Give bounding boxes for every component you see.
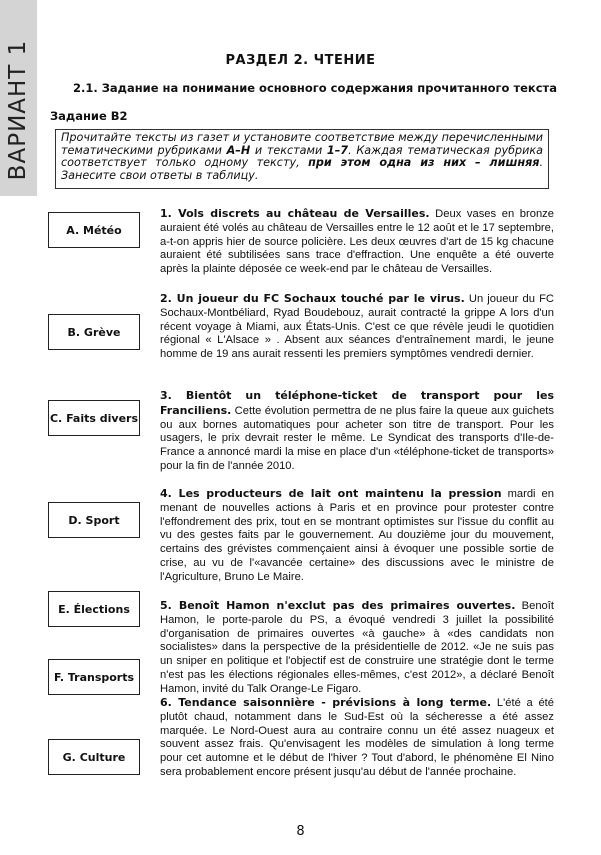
text-title: 1. Vols discrets au château de Versailles. bbox=[160, 207, 430, 220]
text-3 bbox=[160, 389, 554, 474]
task-label: Задание B2 bbox=[50, 109, 128, 123]
rubric-c: C. Faits divers bbox=[48, 400, 140, 436]
rubric-a: A. Météo bbox=[48, 212, 140, 248]
text-title: 3. Bientôt un téléphone-ticket de transport pour les Franciliens. bbox=[160, 389, 554, 417]
text-2 bbox=[160, 292, 554, 362]
instruction-text: Прочитайте тексты из газет и установите соответствие между перечисленными тематическими рубриками bbox=[61, 131, 543, 157]
instruction-bold-note: при этом одна из них – лишняя bbox=[308, 156, 540, 170]
rubric-e: E. Élections bbox=[48, 591, 140, 627]
instruction-bold-letters: А–H bbox=[226, 143, 251, 157]
text-6 bbox=[160, 696, 554, 780]
section-title: РАЗДЕЛ 2. ЧТЕНИЕ bbox=[225, 53, 376, 68]
instruction-bold-numbers: 1–7 bbox=[326, 143, 349, 157]
text-1 bbox=[160, 207, 554, 277]
variant-label: ВАРИАНТ 1 bbox=[5, 39, 31, 181]
instruction-box bbox=[55, 129, 549, 189]
instruction-text: . Каждая тематическая рубрика соответствует только одному тексту, bbox=[61, 143, 543, 170]
text-title: 2. Un joueur du FC Sochaux touché par le virus. bbox=[160, 292, 465, 305]
text-body: L'été a été plutôt chaud, notamment dans le Sud-Est où la sécheresse a été assez marquée. Le Nord-Ouest aura au contraire connu un été assez nuageux et souvent assez frais. Qu'envisagent les modèles de simulation à long terme pour cet automne et le début de l'hiver ? Tout d'abord, le phénomène El Nino sera probablement encore présent jusqu'au début de l'année prochaine. bbox=[160, 697, 554, 778]
rubric-b: B. Grève bbox=[48, 314, 140, 350]
instruction-text: и текстами bbox=[250, 143, 327, 157]
text-body: Deux vases en bronze auraient été volés au château de Versailles entre le 12 août et le 17 septembre, a-t-on appris hier de source policière. Les deux œuvres d'art de 15 kg chacune auraient été subtilisées sans trace d'effraction. Une enquête a été ouverte après la plainte déposée ce week-end par le château de Versailles. bbox=[160, 208, 554, 276]
text-body: Benoît Hamon, le porte-parole du PS, a évoqué vendredi 3 juillet la possibilité d'organisation de primaires ouvertes «à gauche» à «des candidats non socialistes» dans la perspective de la présidentielle de 2012. «Je ne suis pas un sniper en politique et l'objectif est de construire une stratégie dont le terme n'est pas les élections régionales elles-mêmes, c'est 2012», a déclaré Benoît Hamon, invité du Talk Orange-Le Figaro. bbox=[160, 600, 554, 695]
text-title: 4. Les producteurs de lait ont maintenu la pression bbox=[160, 487, 502, 500]
text-body: mardi en menant de nouvelles actions à Paris et en province pour protester contre l'effondrement des prix, tout en se montrant optimistes sur l'issue du conflit au vu des gestes faits par le gouvernement. Au douzième jour du mouvement, certains des grévistes commençaient ainsi à évoquer une possible sortie de crise, au vu de l'«avancée certaine» des discussions avec le ministre de l'Agriculture, Bruno Le Maire. bbox=[160, 488, 554, 583]
instruction-text: . Занесите свои ответы в таблицу. bbox=[61, 156, 544, 182]
task-heading: 2.1. Задание на понимание основного содержания прочитанного текста bbox=[73, 81, 557, 95]
text-title: 6. Tendance saisonnière - prévisions à long terme. bbox=[160, 696, 492, 709]
text-body: Un joueur du FC Sochaux-Montbéliard, Ryad Boudebouz, aurait contracté la grippe A lors d'un récent voyage à Miami, aux États-Unis. C'est ce que révèle jeudi le quotidien régional « L'Alsace » . Absent aux séances d'entraînement mardi, le jeune homme de 19 ans aurait ressenti les premiers symptômes vendredi dernier. bbox=[160, 293, 554, 361]
rubric-d: D. Sport bbox=[48, 502, 140, 538]
variant-side-band bbox=[0, 0, 37, 196]
rubric-f: F. Transports bbox=[48, 659, 140, 695]
text-4 bbox=[160, 487, 554, 585]
text-body: Cette évolution permettra de ne plus faire la queue aux guichets ou aux bornes automatiques pour acheter son titre de transport. Pour les usagers, le prix devrait rester le même. Le Syndicat des transports d'Ile-de-France a annoncé mardi la mise en place d'un «téléphone-ticket de transports» pour la fin de l'année 2010. bbox=[160, 404, 554, 472]
rubric-g: G. Culture bbox=[48, 739, 140, 775]
text-title: 5. Benoît Hamon n'exclut pas des primaires ouvertes. bbox=[160, 599, 516, 612]
page-number: 8 bbox=[296, 824, 305, 839]
text-5 bbox=[160, 599, 554, 697]
